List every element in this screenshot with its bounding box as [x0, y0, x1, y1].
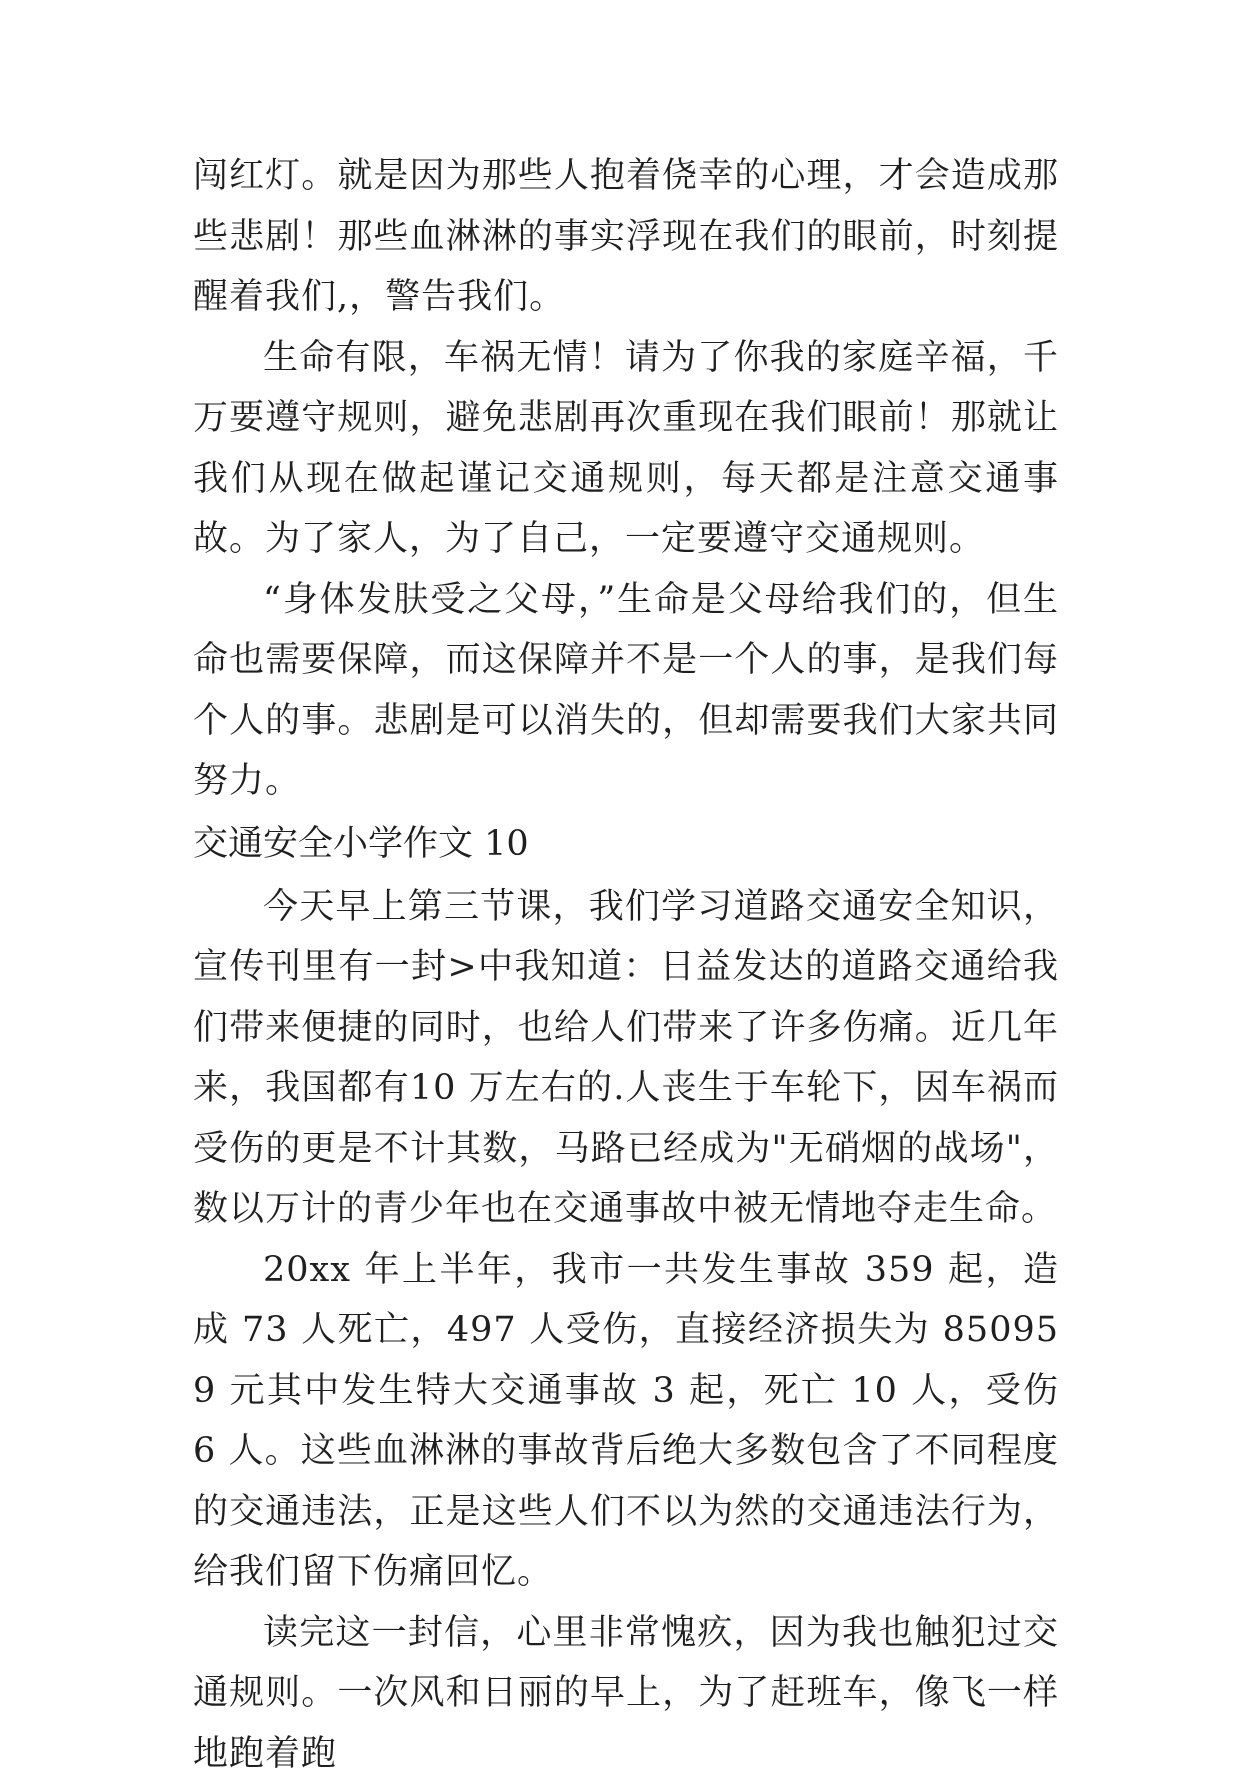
- paragraph-continuation: 闯红灯。就是因为那些人抱着侥幸的心理，才会造成那些悲剧！那些血淋淋的事实浮现在我们的眼前，时刻提醒着我们,，警告我们。: [193, 146, 1059, 328]
- paragraph-statistics: 20xx 年上半年，我市一共发生事故 359 起，造成 73 人死亡，497 人受伤，直接经济损失为 850959 元其中发生特大交通事故 3 起，死亡 10 人，受伤 6 人。这些血淋淋的事故背后绝大多数包含了不同程度的交通违法，正是这些人们不以为然的交通违法行为，给我们留下伤痛回忆。: [193, 1240, 1059, 1603]
- paragraph-after-reading: 读完这一封信，心里非常愧疚，因为我也触犯过交通规则。一次风和日丽的早上，为了赶班车，像飞一样地跑着跑: [193, 1603, 1059, 1784]
- section-title: 交通安全小学作文 10: [193, 812, 1059, 877]
- document-body: [193, 146, 1059, 1784]
- paragraph-body-hair-skin: “身体发肤受之父母，”生命是父母给我们的，但生命也需要保障，而这保障并不是一个人的事，是我们每个人的事。悲剧是可以消失的，但却需要我们大家共同努力。: [193, 570, 1059, 812]
- paragraph-life-limited: 生命有限，车祸无情！请为了你我的家庭辛福，千万要遵守规则，避免悲剧再次重现在我们眼前！那就让我们从现在做起谨记交通规则，每天都是注意交通事故。为了家人，为了自己，一定要遵守交通规则。: [193, 328, 1059, 570]
- paragraph-third-lesson: 今天早上第三节课，我们学习道路交通安全知识，宣传刊里有一封>中我知道：日益发达的道路交通给我们带来便捷的同时，也给人们带来了许多伤痛。近几年来，我国都有10 万左右的.人丧生于车轮下，因车祸而受伤的更是不计其数，马路已经成为"无硝烟的战场"，数以万计的青少年也在交通事故中被无情地夺走生命。: [193, 877, 1059, 1240]
